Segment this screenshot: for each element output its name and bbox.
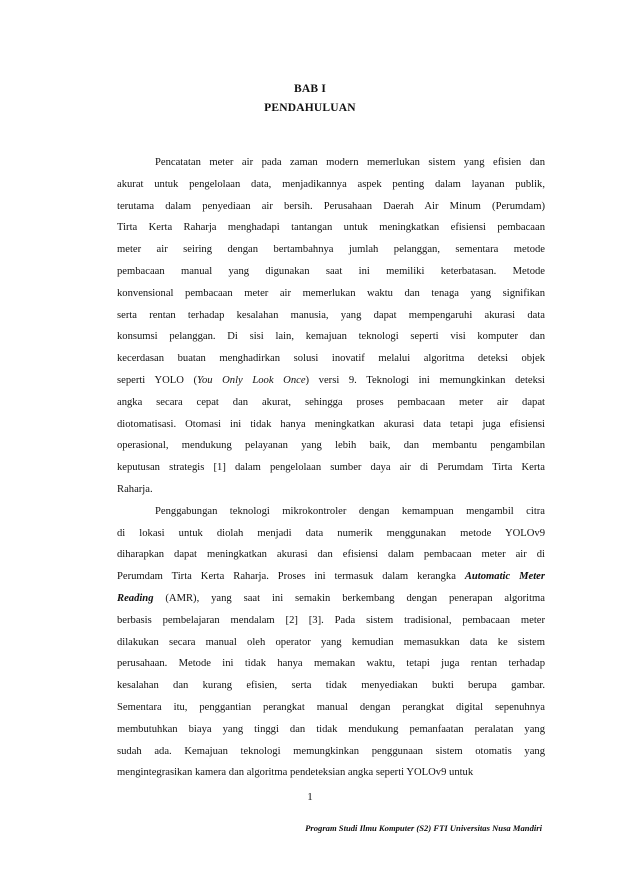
text-line [117,392,545,414]
text-run: operasional, mendukung pelayanan yang lebih baik, dan membantu pengambilan [117,440,545,452]
text-line [117,588,545,610]
page-footer: Program Studi Ilmu Komputer (S2) FTI Universitas Nusa Mandiri [305,823,542,833]
body-text [117,152,545,784]
text-run: kecerdasan buatan menghadirkan solusi inovatif melalui algoritma deteksi objek [117,353,545,365]
text-line [117,239,545,261]
text-run: Sementara itu, penggantian perangkat manual dengan perangkat digital sepenuhnya [117,701,545,713]
text-line [117,741,545,763]
text-run: kesalahan dan kurang efisien, serta tidak menyediakan bukti berupa gambar. [117,680,545,692]
text-run: Perumdam Tirta Kerta Raharja. Proses ini termasuk dalam kerangka [117,571,465,583]
text-run: dilakukan secara manual oleh operator yang kemudian memasukkan data ke sistem [117,636,545,648]
text-line [117,675,545,697]
text-run: meter air seiring dengan bertambahnya jumlah pelanggan, sementara metode [117,244,545,256]
text-line [117,414,545,436]
text-run: Penggabungan teknologi mikrokontroler dengan kemampuan mengambil citra [155,505,545,517]
text-line [117,174,545,196]
text-line [117,435,545,457]
text-line [117,762,545,784]
text-run: Raharja. [117,483,153,495]
text-line [117,370,545,392]
text-line [117,566,545,588]
text-run: diharapkan dapat meningkatkan akurasi dan efisiensi dalam pembacaan meter air di [117,549,545,561]
chapter-number: BAB I [294,83,326,95]
italic-term: Automatic Meter [464,571,545,583]
text-run: di lokasi untuk diolah menjadi data numerik menggunakan metode YOLOv9 [117,527,545,539]
text-line [117,196,545,218]
text-line [117,326,545,348]
text-run: konvensional pembacaan meter air memerlukan waktu dan tenaga yang signifikan [117,287,545,299]
text-line [117,523,545,545]
text-run: mengintegrasikan kamera dan algoritma pendeteksian angka seperti YOLOv9 untuk [117,767,474,779]
text-line [117,348,545,370]
text-line [117,261,545,283]
text-run: sudah ada. Kemajuan teknologi memungkinkan penggunaan sistem otomatis yang [117,745,545,757]
text-run: Tirta Kerta Raharja menghadapi tantangan untuk meningkatkan efisiensi pembacaan [117,222,545,234]
italic-term: You Only Look Once [197,374,306,386]
text-line [117,283,545,305]
text-run: seperti YOLO ( [117,374,198,386]
text-line [117,653,545,675]
text-line [117,632,545,654]
text-run: angka secara cepat dan akurat, sehingga proses pembacaan meter air dapat [117,396,545,408]
text-line [117,501,545,523]
text-run: ) versi 9. Teknologi ini memungkinkan deteksi [305,374,545,386]
text-run: berbasis pembelajaran mendalam [2] [3]. Pada sistem tradisional, pembacaan meter [117,614,545,626]
paragraph [117,152,545,501]
text-run: keputusan strategis [1] dalam pengelolaan sumber daya air di Perumdam Tirta Kerta [117,462,545,474]
page-number: 1 [307,791,313,803]
text-line [117,479,545,501]
text-run: Pencatatan meter air pada zaman modern memerlukan sistem yang efisien dan [155,157,545,168]
text-run: diotomatisasi. Otomasi ini tidak hanya meningkatkan akurasi data tetapi juga efisiensi [117,418,545,430]
text-line [117,217,545,239]
text-run: terutama dalam penyediaan air bersih. Perusahaan Daerah Air Minum (Perumdam) [117,200,545,212]
text-line [117,457,545,479]
text-line [117,610,545,632]
italic-term: Reading [117,592,154,604]
chapter-title: PENDAHULUAN [264,102,356,114]
text-run: (AMR), yang saat ini semakin berkembang dengan penerapan algoritma [153,592,545,604]
text-line [117,719,545,741]
text-line [117,697,545,719]
text-run: konsumsi pelanggan. Di sisi lain, kemajuan teknologi seperti visi komputer dan [117,331,545,343]
text-run: pembacaan manual yang digunakan saat ini memiliki keterbatasan. Metode [117,265,545,277]
chapter-heading [0,80,620,118]
text-line [117,544,545,566]
text-run: serta rentan terhadap kesalahan manusia, yang dapat mempengaruhi akurasi data [117,309,545,321]
text-run: akurat untuk pengelolaan data, menjadikannya aspek penting dalam layanan publik, [117,178,545,190]
paragraph [117,501,545,784]
text-run: membutuhkan biaya yang tinggi dan tidak mendukung pemanfaatan peralatan yang [117,723,545,735]
text-line [117,152,545,174]
text-run: perusahaan. Metode ini tidak hanya memakan waktu, tetapi juga rentan terhadap [117,658,545,670]
text-line [117,305,545,327]
